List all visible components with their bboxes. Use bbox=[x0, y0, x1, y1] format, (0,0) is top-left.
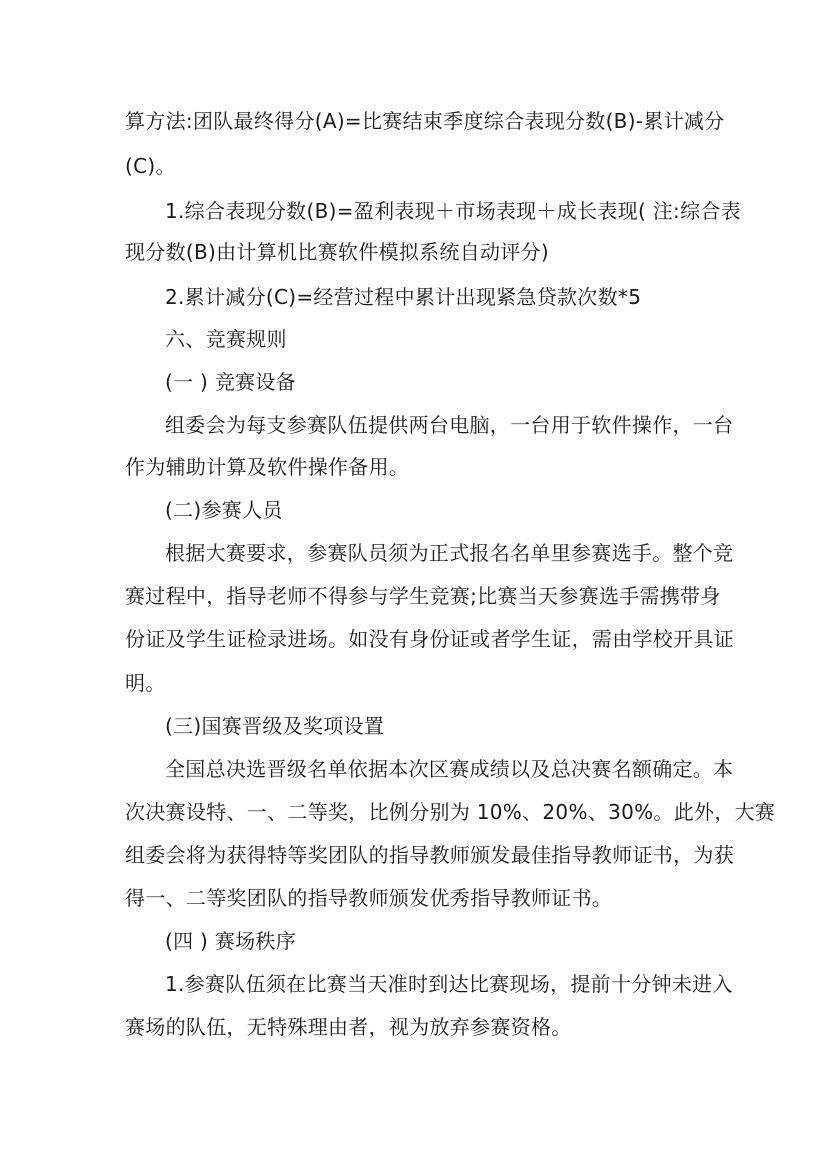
text-line: 2.累计减分(C)=经营过程中累计出现紧急贷款次数*5 bbox=[165, 285, 642, 309]
text-line: 明。 bbox=[125, 671, 166, 695]
text-line: 根据大赛要求，参赛队员须为正式报名名单里参赛选手。整个竞 bbox=[165, 541, 734, 565]
text-line: 次决赛设特、一、二等奖，比例分别为 10%、20%、30%。此外，大赛 bbox=[125, 800, 776, 824]
subsection-heading: (一 ) 竞赛设备 bbox=[165, 370, 297, 394]
text-line: 全国总决选晋级名单依据本次区赛成绩以及总决赛名额确定。本 bbox=[165, 757, 734, 781]
text-line: 组委会为每支参赛队伍提供两台电脑，一台用于软件操作，一台 bbox=[165, 413, 734, 437]
text-line: (C)。 bbox=[125, 154, 176, 178]
text-line: 赛场的队伍，无特殊理由者，视为放弃参赛资格。 bbox=[125, 1015, 572, 1039]
text-line: 作为辅助计算及软件操作备用。 bbox=[125, 455, 410, 479]
text-line: 组委会将为获得特等奖团队的指导教师颁发最佳指导教师证书，为获 bbox=[125, 843, 734, 867]
subsection-heading: (三)国赛晋级及奖项设置 bbox=[165, 714, 385, 738]
text-line: 得一、二等奖团队的指导教师颁发优秀指导教师证书。 bbox=[125, 886, 613, 910]
subsection-heading: (二)参赛人员 bbox=[165, 498, 283, 522]
text-line: 1.参赛队伍须在比赛当天准时到达比赛现场，提前十分钟未进入 bbox=[165, 972, 733, 996]
text-line: 赛过程中，指导老师不得参与学生竞赛;比赛当天参赛选手需携带身 bbox=[125, 584, 721, 608]
text-line: 1.综合表现分数(B)=盈利表现＋市场表现＋成长表现( 注:综合表 bbox=[165, 199, 741, 223]
text-line: 现分数(B)由计算机比赛软件模拟系统自动评分) bbox=[125, 240, 550, 264]
text-line: 算方法:团队最终得分(A)=比赛结束季度综合表现分数(B)-累计减分 bbox=[125, 109, 725, 133]
text-line: 份证及学生证检录进场。如没有身份证或者学生证，需由学校开具证 bbox=[125, 627, 734, 651]
section-heading: 六、竞赛规则 bbox=[165, 327, 287, 351]
subsection-heading: (四 ) 赛场秩序 bbox=[165, 929, 297, 953]
